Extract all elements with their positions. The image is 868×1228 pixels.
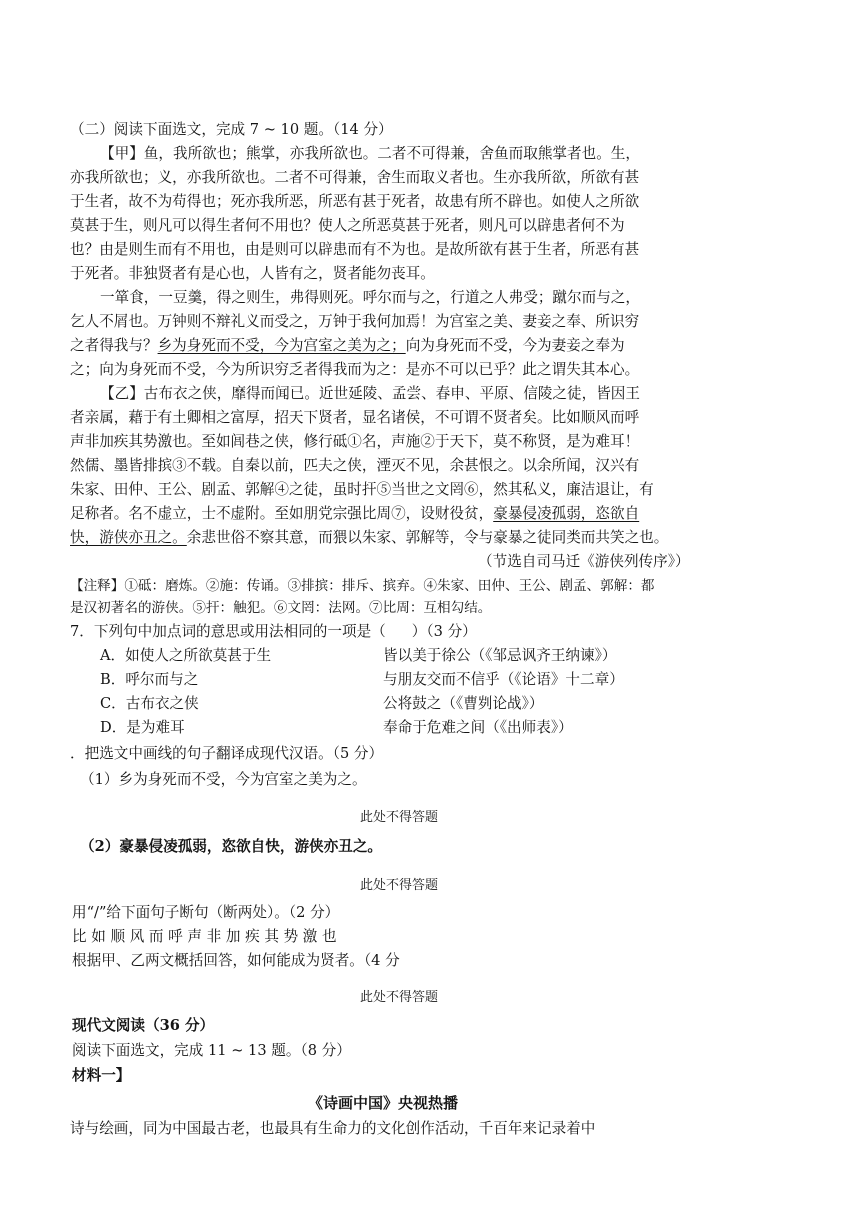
passage-a-line: 莫甚于生，则凡可以得生者何不用也？使人之所恶莫甚于死者，则凡可以辟患者何不为 xyxy=(70,217,625,234)
passage-b-line: 声非加疾其势激也。至如闾巷之侠，修行砥①名，声施②于天下，莫不称贤，是为难耳！ xyxy=(70,433,640,450)
passage-a-line: 之；向为身死而不受，今为所识穷乏者得我而为之：是亦不可以已乎？此之谓失其本心。 xyxy=(70,361,640,378)
passage-a-line: 于生者，故不为苟得也；死亦我所恶，所恶有甚于死者，故患有所不辟也。如使人之所欲 xyxy=(70,193,640,210)
question-9-stem: 用“/”给下面句子断句（断两处）。（2 分） xyxy=(72,904,340,921)
modern-reading-instruction: 阅读下面选文，完成 11 ~ 13 题。（8 分） xyxy=(72,1042,351,1059)
option-c-right: 公将鼓之（《曹刿论战》） xyxy=(383,695,544,712)
article-title: 《诗画中国》央视热播 xyxy=(308,1094,459,1112)
section-heading: （二）阅读下面选文，完成 7 ~ 10 题。（14 分） xyxy=(70,121,393,138)
no-answer-notice: 此处不得答题 xyxy=(360,990,439,1005)
passage-b-text: 足称者。名不虚立，士不虚附。至如朋党宗强比周⑦，设财役贫， xyxy=(70,505,494,522)
option-b-left: B．呼尔而与之 xyxy=(100,671,199,688)
passage-a-line: 于死者。非独贤者有是心也，人皆有之，贤者能勿丧耳。 xyxy=(70,265,435,282)
modern-reading-heading: 现代文阅读（36 分） xyxy=(72,1017,215,1034)
underlined-sentence-1: 乡为身死而不受，今为宫室之美为之； xyxy=(157,337,406,354)
underlined-sentence-2a: 豪暴侵凌孤弱，恣欲自 xyxy=(493,505,640,522)
passage-b-text: 余悲世俗不察其意，而猥以朱家、郭解等，令与豪暴之徒同类而共笑之也。 xyxy=(186,529,669,546)
passage-a-line: 亦我所欲也；义，亦我所欲也。二者不可得兼，舍生而取义者也。生亦我所欲，所欲有甚 xyxy=(70,169,640,186)
passage-b-line: 者亲属，藉于有土卿相之富厚，招天下贤者，显名诸侯，不可谓不贤者矣。比如顺风而呼 xyxy=(70,409,640,426)
notes-line: 【注释】①砥：磨炼。②施：传诵。③排摈：排斥、摈弃。④朱家、田仲、王公、剧孟、郭解：都 xyxy=(70,578,655,594)
question-8-stem: ．把选文中画线的句子翻译成现代汉语。（5 分） xyxy=(70,745,384,762)
passage-b-line: 【乙】古布衣之侠，靡得而闻已。近世延陵、孟尝、春申、平原、信陵之徒，皆因王 xyxy=(100,385,640,402)
question-7-text: 7．下列句中加点词的意思或用法相同的一项是（ xyxy=(70,623,386,640)
passage-a-text: 之者得我与？ xyxy=(70,337,158,354)
question-7-stem xyxy=(70,621,477,643)
article-first-line: 诗与绘画，同为中国最古老，也最具有生命力的文化创作活动，千百年来记录着中 xyxy=(70,1120,596,1137)
option-a-left: A．如使人之所欲莫甚于生 xyxy=(100,647,272,664)
no-answer-notice: 此处不得答题 xyxy=(360,810,439,825)
passage-a-text: 向为身死而不受，今为妻妾之奉为 xyxy=(405,337,625,354)
question-8-sentence-2: （2）豪暴侵凌孤弱，恣欲自快，游侠亦丑之。 xyxy=(80,838,383,855)
option-d-right: 奉命于危难之间（《出师表》） xyxy=(383,719,573,736)
option-d-left: D．是为难耳 xyxy=(100,719,185,736)
notes-line: 是汉初著名的游侠。⑤扞：触犯。⑥文罔：法网。⑦比周：互相勾结。 xyxy=(70,600,492,616)
passage-a-line-with-underline xyxy=(70,335,625,357)
question-10-stem: 根据甲、乙两文概括回答，如何能成为贤者。（4 分 xyxy=(72,952,400,969)
option-c-left: C．古布衣之侠 xyxy=(100,695,199,712)
option-a-right: 皆以美于徐公（《邹忌讽齐王纳谏》） xyxy=(383,647,617,664)
material-label: 材料一】 xyxy=(72,1067,131,1084)
passage-source: （节选自司马迁《游侠列传序》） xyxy=(478,553,690,570)
passage-a-line: 【甲】鱼，我所欲也；熊掌，亦我所欲也。二者不可得兼，舍鱼而取熊掌者也。生， xyxy=(100,145,640,162)
passage-b-line-with-underline xyxy=(70,503,639,525)
question-7-points: ）（3 分） xyxy=(411,623,477,640)
passage-a-line: 也？由是则生而有不用也，由是则可以辟患而有不为也。是故所欲有甚于生者，所恶有甚 xyxy=(70,241,640,258)
no-answer-notice: 此处不得答题 xyxy=(360,878,439,893)
option-b-right: 与朋友交而不信乎（《论语》十二章） xyxy=(383,671,624,688)
question-8-sentence-1: （1）乡为身死而不受，今为宫室之美为之。 xyxy=(80,771,367,788)
passage-a-line: 乞人不屑也。万钟则不辩礼义而受之，万钟于我何加焉！为宫室之美、妻妾之奉、所识穷 xyxy=(70,313,640,330)
passage-a-line: 一箪食，一豆羹，得之则生，弗得则死。呼尔而与之，行道之人弗受；蹴尔而与之， xyxy=(100,289,640,306)
question-9-sentence: 比 如 顺 风 而 呼 声 非 加 疾 其 势 激 也 xyxy=(72,928,337,945)
passage-b-line-with-underline xyxy=(70,527,668,549)
passage-b-line: 然儒、墨皆排摈③不载。自秦以前，匹夫之侠，湮灭不见，余甚恨之。以余所闻，汉兴有 xyxy=(70,457,640,474)
passage-b-line: 朱家、田仲、王公、剧孟、郭解④之徒，虽时扞⑤当世之文罔⑥，然其私义，廉洁退让，有 xyxy=(70,481,654,498)
underlined-sentence-2b: 快，游侠亦丑之。 xyxy=(70,529,187,546)
